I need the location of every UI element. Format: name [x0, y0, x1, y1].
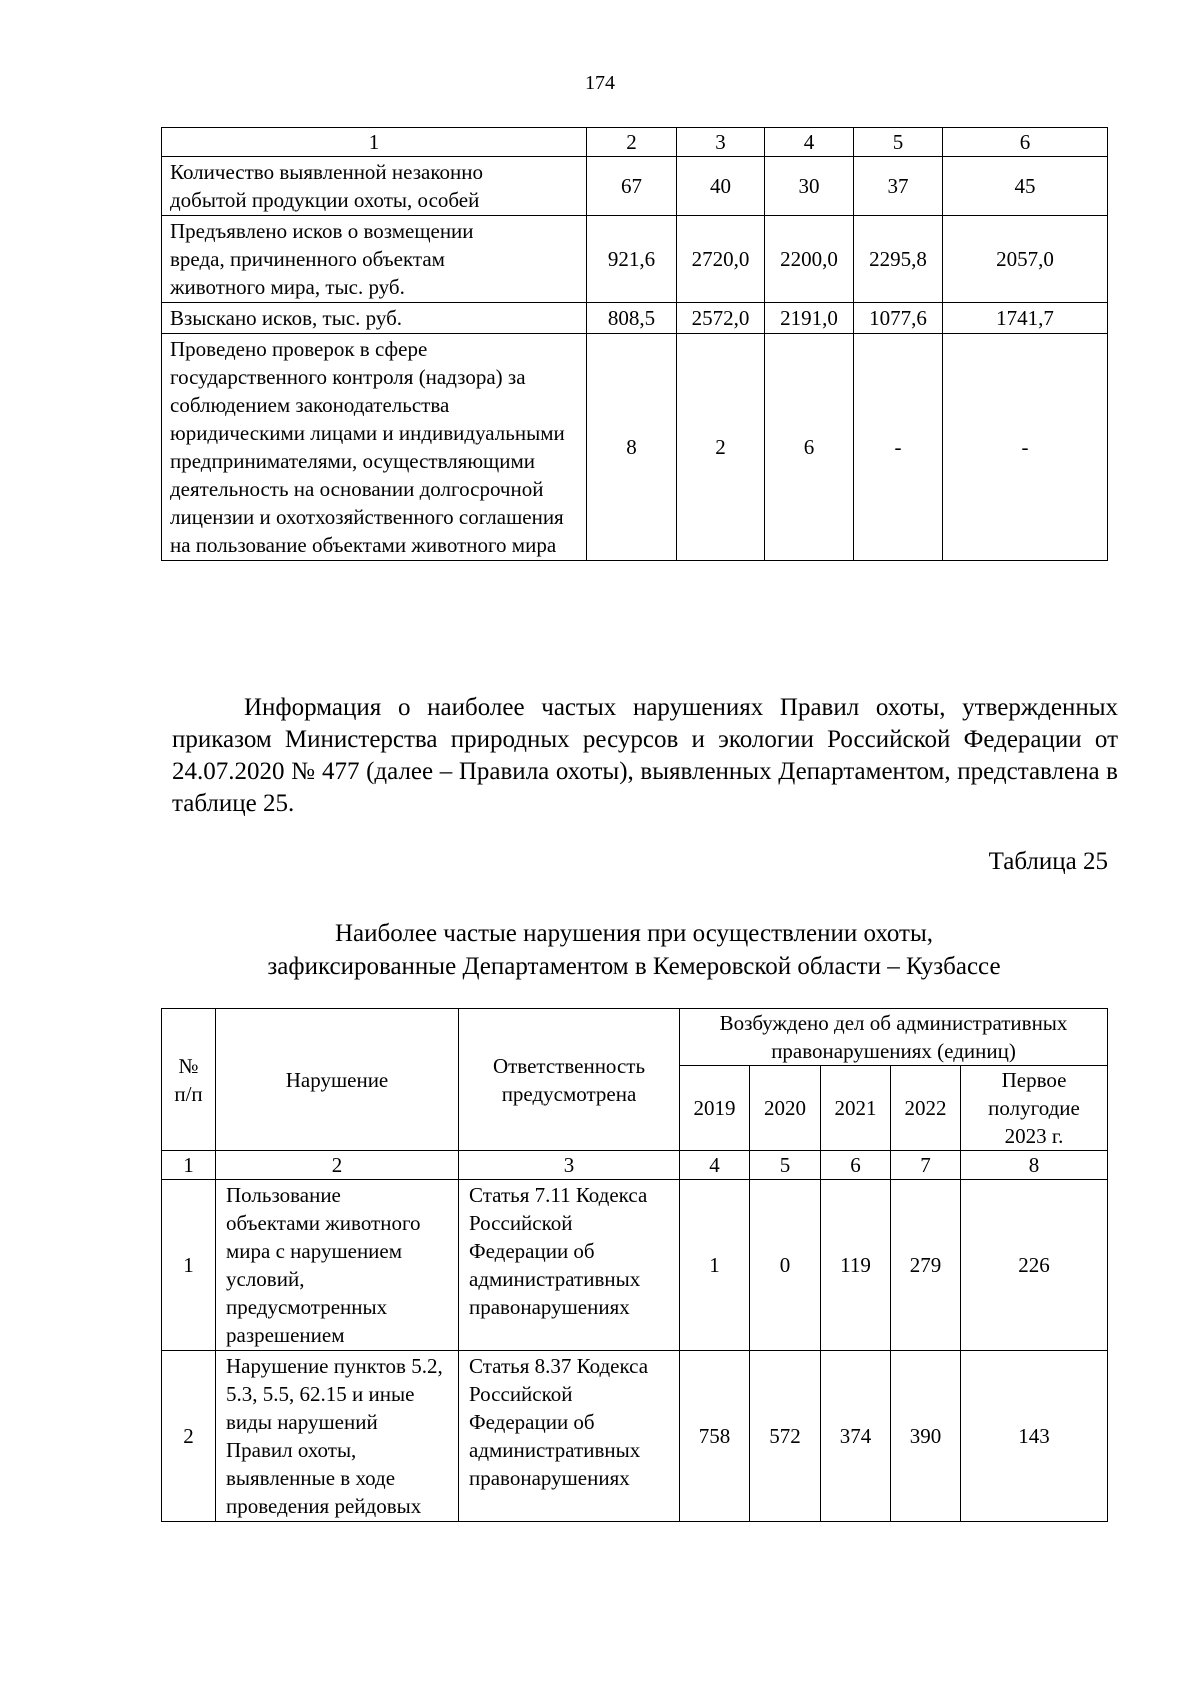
cell-value: 37 — [854, 157, 943, 216]
column-number: 5 — [854, 128, 943, 157]
cell-value: 1 — [680, 1180, 750, 1351]
cell-value: 374 — [821, 1351, 891, 1522]
statistics-table-continued — [161, 127, 1108, 561]
header-num: № п/п — [162, 1009, 216, 1151]
cell-value: 2720,0 — [677, 216, 765, 303]
cell-value: 1741,7 — [943, 303, 1108, 334]
header-violation: Нарушение — [216, 1009, 459, 1151]
header-year: 2022 — [891, 1066, 961, 1151]
info-paragraph — [172, 692, 1118, 820]
cell-value: 2572,0 — [677, 303, 765, 334]
table-row — [162, 157, 1108, 216]
cell-value: 67 — [587, 157, 677, 216]
row-label: Проведено проверок в сфере государственного контроля (надзора) за соблюдением законодательства юридическими лицами и индивидуальными предпринимателями, осуществляющими деятельность на основании долгосрочной лицензии и охотхозяйственного соглашения на пользование объектами животного мира — [162, 334, 587, 561]
column-number: 7 — [891, 1151, 961, 1180]
table-row — [162, 334, 1108, 561]
cell-value: 572 — [750, 1351, 821, 1522]
cell-value: 2057,0 — [943, 216, 1108, 303]
cell-value: 119 — [821, 1180, 891, 1351]
table-column-numbers-row — [162, 1151, 1108, 1180]
cell-value: 1077,6 — [854, 303, 943, 334]
table-column-numbers-row — [162, 128, 1108, 157]
table-title — [161, 917, 1107, 983]
column-number: 3 — [459, 1151, 680, 1180]
cell-value: 143 — [961, 1351, 1108, 1522]
paragraph-text: Информация о наиболее частых нарушениях Правил охоты, утвержденных приказом Министерства природных ресурсов и экологии Российской Федерации от 24.07.2020 № 477 (далее – Правила охоты), выявленных Департаментом, представлена в таблице 25. — [172, 694, 1118, 817]
table-title-line: Наиболее частые нарушения при осуществлении охоты, — [334, 920, 934, 947]
column-number: 5 — [750, 1151, 821, 1180]
cell-value: 2 — [677, 334, 765, 561]
cell-value: - — [854, 334, 943, 561]
row-violation: Пользование объектами животного мира с нарушением условий, предусмотренных разрешением — [216, 1180, 459, 1351]
cell-value: 2200,0 — [765, 216, 854, 303]
table-header-row — [162, 1009, 1108, 1066]
column-number: 2 — [587, 128, 677, 157]
column-number: 4 — [680, 1151, 750, 1180]
cell-value: 390 — [891, 1351, 961, 1522]
cell-value: 45 — [943, 157, 1108, 216]
column-number: 8 — [961, 1151, 1108, 1180]
row-label: Предъявлено исков о возмещении вреда, причиненного объектам животного мира, тыс. руб. — [162, 216, 587, 303]
cell-value: 226 — [961, 1180, 1108, 1351]
table-row — [162, 1180, 1108, 1351]
column-number: 3 — [677, 128, 765, 157]
header-cases: Возбуждено дел об административных правонарушениях (единиц) — [680, 1009, 1108, 1066]
table-row — [162, 1351, 1108, 1522]
column-number: 6 — [821, 1151, 891, 1180]
row-number: 2 — [162, 1351, 216, 1522]
header-responsibility: Ответственность предусмотрена — [459, 1009, 680, 1151]
row-responsibility: Статья 8.37 Кодекса Российской Федерации об административных правонарушениях — [459, 1351, 680, 1522]
cell-value: 0 — [750, 1180, 821, 1351]
row-number: 1 — [162, 1180, 216, 1351]
table-title-line: зафиксированные Департаментом в Кемеровской области – Кузбассе — [267, 953, 1001, 980]
column-number: 6 — [943, 128, 1108, 157]
column-number: 1 — [162, 128, 587, 157]
row-responsibility: Статья 7.11 Кодекса Российской Федерации об административных правонарушениях — [459, 1180, 680, 1351]
column-number: 4 — [765, 128, 854, 157]
table-row — [162, 216, 1108, 303]
cell-value: 808,5 — [587, 303, 677, 334]
cell-value: 2191,0 — [765, 303, 854, 334]
header-year: Первое полугодие 2023 г. — [961, 1066, 1108, 1151]
cell-value: 758 — [680, 1351, 750, 1522]
cell-value: 279 — [891, 1180, 961, 1351]
cell-value: 2295,8 — [854, 216, 943, 303]
column-number: 2 — [216, 1151, 459, 1180]
cell-value: 30 — [765, 157, 854, 216]
cell-value: 8 — [587, 334, 677, 561]
table-row — [162, 303, 1108, 334]
column-number: 1 — [162, 1151, 216, 1180]
cell-value: 6 — [765, 334, 854, 561]
cell-value: - — [943, 334, 1108, 561]
header-year: 2019 — [680, 1066, 750, 1151]
cell-value: 921,6 — [587, 216, 677, 303]
header-year: 2021 — [821, 1066, 891, 1151]
cell-value: 40 — [677, 157, 765, 216]
row-label: Взыскано исков, тыс. руб. — [162, 303, 587, 334]
violations-table — [161, 1008, 1108, 1522]
row-violation: Нарушение пунктов 5.2, 5.3, 5.5, 62.15 и иные виды нарушений Правил охоты, выявленные в ходе проведения рейдовых — [216, 1351, 459, 1522]
page-number: 174 — [585, 72, 615, 94]
header-year: 2020 — [750, 1066, 821, 1151]
row-label: Количество выявленной незаконно добытой продукции охоты, особей — [162, 157, 587, 216]
table-caption: Таблица 25 — [988, 848, 1108, 875]
